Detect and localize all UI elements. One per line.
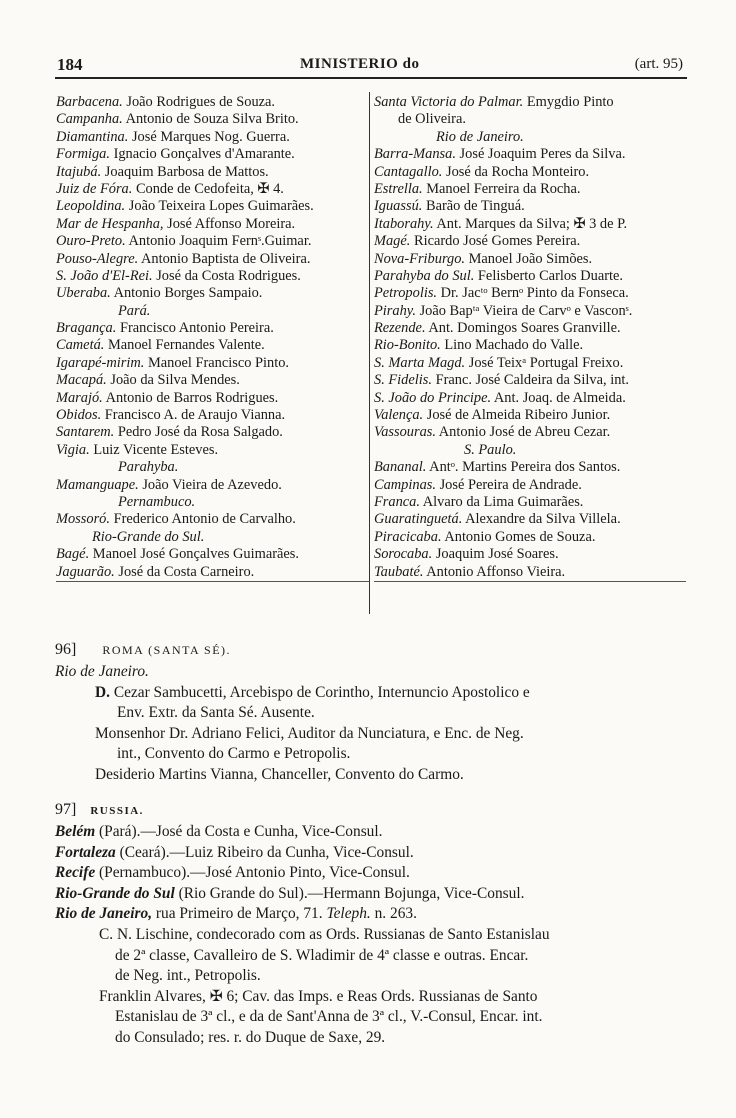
- entry-line: Monsenhor Dr. Adriano Felici, Auditor da Nunciatura, e Enc. de Neg.: [95, 724, 524, 742]
- region-heading: Pernambuco.: [118, 493, 196, 510]
- person-name: Antonio Gomes de Souza.: [441, 528, 596, 545]
- person-name: Joaquim Barbosa de Mattos.: [101, 163, 269, 180]
- region-heading: S. Paulo.: [464, 441, 517, 458]
- city-name: Rezende.: [374, 320, 426, 337]
- entry-text: (Pernambuco).—José Antonio Pinto, Vice-Consul.: [95, 864, 410, 882]
- person-name: Manoel João Simões.: [465, 250, 593, 267]
- entry-line: [55, 683, 695, 704]
- city-name: Ouro-Preto.: [56, 233, 126, 250]
- header-rule: [55, 77, 687, 79]
- city-name: Obidos.: [56, 407, 102, 424]
- listing-row: [56, 390, 369, 407]
- entry-line: [55, 822, 695, 843]
- listing-row: [56, 372, 369, 389]
- person-name: Conde de Cedofeita, ✠ 4.: [132, 180, 284, 197]
- city-name: Vassouras.: [374, 424, 436, 441]
- listing-row: [374, 251, 686, 268]
- person-name: Ignacio Gonçalves d'Amarante.: [109, 146, 295, 163]
- listing-row: [374, 164, 686, 181]
- listing-row: [374, 564, 686, 582]
- city-name: Bananal.: [374, 459, 427, 476]
- person-name: Manoel Ferreira da Rocha.: [422, 180, 581, 197]
- person-name: Manoel Fernandes Valente.: [104, 337, 265, 354]
- city-name: Campinas.: [374, 476, 436, 493]
- person-name: Lino Machado do Valle.: [440, 337, 584, 354]
- person-name: José Affonso Moreira.: [163, 215, 296, 232]
- entry-text: Cezar Sambucetti, Arcebispo de Corintho, Internuncio Apostolico e: [109, 683, 530, 701]
- person-name: Ant. Domingos Soares Granville.: [425, 320, 621, 337]
- person-name: José Joaquim Peres da Silva.: [455, 146, 626, 163]
- listing-row: [374, 146, 686, 163]
- listing-row: [56, 216, 369, 233]
- listing-row: [56, 285, 369, 302]
- page-header: [55, 55, 687, 77]
- person-name: João Bapᵗᵃ Vieira de Carvᵒ e Vasconˢ.: [415, 302, 633, 319]
- city-name: Franca.: [374, 493, 420, 510]
- city-name: Piracicaba.: [374, 528, 442, 545]
- city-name: Formiga.: [56, 146, 110, 163]
- listing-row: [374, 372, 686, 389]
- listing-row: [56, 407, 369, 424]
- city-name: Valença.: [374, 407, 424, 424]
- person-name: Ant. Joaq. de Almeida.: [491, 389, 626, 406]
- listing-row: [56, 477, 369, 494]
- listing-row: [374, 94, 686, 111]
- listing-row: [374, 337, 686, 354]
- listing-row: [56, 546, 369, 563]
- entry-text: rua Primeiro de Março, 71.: [152, 905, 323, 923]
- city-name: Jaguarão.: [56, 563, 115, 580]
- entry-line: [55, 863, 695, 884]
- person-name: Antonio de Barros Rodrigues.: [102, 389, 279, 406]
- person-name: Antonio Baptista de Oliveira.: [138, 250, 311, 267]
- city-name: Campanha.: [56, 111, 123, 128]
- city-name: Pouso-Alegre.: [56, 250, 139, 267]
- listing-row: [56, 355, 369, 372]
- listing-row: [374, 303, 686, 320]
- city-name: Marajó.: [56, 389, 103, 406]
- city-name: Mossoró.: [56, 511, 110, 528]
- person-name: João da Silva Mendes.: [106, 372, 240, 389]
- listing-row: [374, 424, 686, 441]
- city-name: Nova-Friburgo.: [374, 250, 466, 267]
- entry-line: [55, 884, 695, 905]
- listing-row: [56, 320, 369, 337]
- city-name: Itaborahy.: [374, 215, 434, 232]
- section-heading: [55, 800, 695, 822]
- person-name: Antᵒ. Martins Pereira dos Santos.: [426, 459, 621, 476]
- listing-row: [374, 407, 686, 424]
- listing-row: [374, 546, 686, 563]
- listing-row: [56, 564, 369, 582]
- entry-line: do Consulado; res. r. do Duque de Saxe, 29.: [115, 1028, 386, 1046]
- listing-row: [374, 320, 686, 337]
- listing-row: [56, 181, 369, 198]
- entry-line: Desiderio Martins Vianna, Chanceller, Convento do Carmo.: [95, 765, 464, 783]
- city-name: Recife: [55, 864, 96, 882]
- person-name: Ricardo José Gomes Pereira.: [410, 233, 581, 250]
- city-name: Guaratinguetá.: [374, 511, 463, 528]
- city-name: Barbacena.: [56, 94, 123, 110]
- person-name: João Rodrigues de Souza.: [122, 94, 276, 110]
- person-name: Pedro José da Rosa Salgado.: [114, 424, 283, 441]
- region-heading: Rio-Grande do Sul.: [92, 528, 205, 545]
- city-name: Cametá.: [56, 337, 105, 354]
- listing-row: [56, 268, 369, 285]
- listing-row: [56, 111, 369, 128]
- person-name: Ant. Marques da Silva; ✠ 3 de P.: [433, 215, 628, 232]
- listing-row: [56, 442, 369, 459]
- listing-row: [56, 511, 369, 528]
- city-name: Macapá.: [56, 372, 107, 389]
- listing-row: [374, 111, 686, 128]
- teleph-number: n. 263.: [370, 905, 417, 923]
- person-name: Barão de Tinguá.: [422, 198, 525, 215]
- person-name: João Vieira de Azevedo.: [138, 476, 282, 493]
- listing-row: [374, 511, 686, 528]
- listing-row: [374, 459, 686, 476]
- section-96-roma: [55, 640, 695, 786]
- city-name: Uberaba.: [56, 285, 111, 302]
- person-name: José de Almeida Ribeiro Junior.: [423, 407, 611, 424]
- right-column: [374, 94, 686, 582]
- city-name: S. Marta Magd.: [374, 354, 466, 371]
- city-name: Rio-Bonito.: [374, 337, 441, 354]
- city-name: Fortaleza: [55, 843, 116, 861]
- person-name: Joaquim José Soares.: [432, 546, 559, 563]
- entry-line: Estanislau de 3ª cl., e da de Sant'Anna de 3ª cl., V.-Consul, Encar. int.: [115, 1008, 543, 1026]
- region-heading: Pará.: [118, 302, 151, 319]
- section-number: 96]: [55, 641, 77, 658]
- listing-row: [56, 94, 369, 111]
- entry-line: int., Convento do Carmo e Petropolis.: [117, 745, 351, 763]
- region-heading: Rio de Janeiro.: [436, 128, 524, 145]
- entry-text: (Ceará).—Luiz Ribeiro da Cunha, Vice-Consul.: [115, 843, 414, 861]
- entry-line: [55, 843, 695, 864]
- person-name: Antonio José de Abreu Cezar.: [435, 424, 611, 441]
- entry-text: (Pará).—José da Costa e Cunha, Vice-Consul.: [95, 823, 383, 840]
- city-name: Rio-Grande do Sul: [55, 884, 175, 902]
- listing-row: [56, 233, 369, 250]
- person-name: de Oliveira.: [398, 111, 466, 128]
- city-name: Santa Victoria do Palmar.: [374, 94, 524, 110]
- entry-line: Franklin Alvares, ✠ 6; Cav. das Imps. e Reas Ords. Russianas de Santo: [99, 987, 538, 1005]
- listing-row: [374, 216, 686, 233]
- city-name: Cantagallo.: [374, 163, 443, 180]
- person-name: José da Rocha Monteiro.: [442, 163, 590, 180]
- listing-row: [374, 390, 686, 407]
- section-title: RUSSIA.: [90, 805, 144, 817]
- entry-line: de Neg. int., Petropolis.: [115, 967, 261, 985]
- city-name: Magé.: [374, 233, 411, 250]
- region-heading: Parahyba.: [118, 459, 179, 476]
- listing-row: [56, 129, 369, 146]
- person-name: José Marques Nog. Guerra.: [128, 128, 290, 145]
- person-name: Felisberto Carlos Duarte.: [474, 267, 623, 284]
- city-name: S. João do Principe.: [374, 389, 492, 406]
- city-name: Estrella.: [374, 180, 423, 197]
- city-name: Santarem.: [56, 424, 115, 441]
- person-name: João Teixeira Lopes Guimarães.: [125, 198, 314, 215]
- person-name: Emygdio Pinto: [523, 94, 614, 110]
- city-name: S. João d'El-Rei.: [56, 267, 153, 284]
- listing-row: [374, 529, 686, 546]
- city-name: Bragança.: [56, 320, 117, 337]
- city-name: Vigia.: [56, 441, 90, 458]
- listing-row: [374, 233, 686, 250]
- city-name: Pirahy.: [374, 302, 416, 319]
- person-name: Francisco A. de Araujo Vianna.: [101, 407, 286, 424]
- listing-row: [56, 164, 369, 181]
- city-name: Sorocaba.: [374, 546, 433, 563]
- listing-row: [374, 268, 686, 285]
- listing-row: [56, 146, 369, 163]
- listing-row: [374, 285, 686, 302]
- section-97-russia: [55, 800, 695, 1049]
- city-name: Parahyba do Sul.: [374, 267, 475, 284]
- section-heading: [55, 640, 695, 662]
- entry-line: C. N. Lischine, condecorado com as Ords. Russianas de Santo Estanislau: [99, 925, 550, 943]
- person-name: José Pereira de Andrade.: [435, 476, 582, 493]
- city-name: Itajubá.: [56, 163, 102, 180]
- city-name: Diamantina.: [56, 128, 129, 145]
- city-name: Mar de Hespanha,: [56, 215, 164, 232]
- entry-text: (Rio Grande do Sul).—Hermann Bojunga, Vice-Consul.: [174, 884, 525, 902]
- listing-row: [374, 477, 686, 494]
- section-place: Rio de Janeiro.: [55, 663, 149, 680]
- city-name: Juiz de Fóra.: [56, 180, 133, 197]
- city-name: Mamanguape.: [56, 476, 139, 493]
- person-name: Manoel Francisco Pinto.: [144, 354, 290, 371]
- entry-line: [55, 904, 695, 925]
- city-name: Belém: [55, 823, 96, 840]
- running-title: MINISTERIO do: [300, 56, 420, 72]
- city-name: Leopoldina.: [56, 198, 126, 215]
- city-name: S. Fidelis.: [374, 372, 432, 389]
- person-name: José Teixᵃ Portugal Freixo.: [465, 354, 624, 371]
- person-name: José da Costa Rodrigues.: [152, 267, 301, 284]
- person-name: Franc. José Caldeira da Silva, int.: [431, 372, 629, 389]
- entry-line: Env. Extr. da Santa Sé. Ausente.: [117, 704, 315, 722]
- person-name: Manoel José Gonçalves Guimarães.: [89, 546, 299, 563]
- listing-row: [374, 198, 686, 215]
- listing-row: [374, 181, 686, 198]
- page-number: 184: [57, 55, 83, 74]
- entry-lead: D.: [95, 683, 110, 701]
- column-divider: [369, 92, 370, 614]
- person-name: Alexandre da Silva Villela.: [462, 511, 621, 528]
- person-name: José da Costa Carneiro.: [114, 563, 255, 580]
- person-name: Dr. Jacᵗᵒ Bernᵒ Pinto da Fonseca.: [437, 285, 629, 302]
- listing-row: [374, 355, 686, 372]
- city-name: Rio de Janeiro,: [55, 905, 153, 923]
- person-name: Antonio Affonso Vieira.: [423, 563, 566, 580]
- entry-line: de 2ª classe, Cavalleiro de S. Wladimir de 4ª classe e outras. Encar.: [115, 946, 529, 964]
- section-number: 97]: [55, 801, 77, 818]
- person-name: Frederico Antonio de Carvalho.: [109, 511, 296, 528]
- listing-row: [56, 337, 369, 354]
- left-column: [56, 94, 369, 582]
- article-reference: (art. 95): [634, 56, 683, 72]
- city-name: Iguassú.: [374, 198, 423, 215]
- section-title: ROMA (SANTA SÉ).: [102, 643, 232, 657]
- person-name: Antonio Joaquim Fernˢ.Guimar.: [125, 233, 312, 250]
- person-name: Francisco Antonio Pereira.: [116, 320, 274, 337]
- listing-row: [56, 251, 369, 268]
- city-name: Taubaté.: [374, 563, 424, 580]
- listing-row: [56, 198, 369, 215]
- city-name: Barra-Mansa.: [374, 146, 456, 163]
- person-name: Antonio de Souza Silva Brito.: [122, 111, 299, 128]
- listing-row: [374, 494, 686, 511]
- city-name: Igarapé-mirim.: [56, 354, 145, 371]
- person-name: Alvaro da Lima Guimarães.: [419, 493, 584, 510]
- teleph-label: Teleph.: [322, 905, 371, 923]
- person-name: Antonio Borges Sampaio.: [110, 285, 263, 302]
- city-name: Bagé.: [56, 546, 90, 563]
- person-name: Luiz Vicente Esteves.: [89, 441, 219, 458]
- listing-row: [56, 424, 369, 441]
- city-name: Petropolis.: [374, 285, 438, 302]
